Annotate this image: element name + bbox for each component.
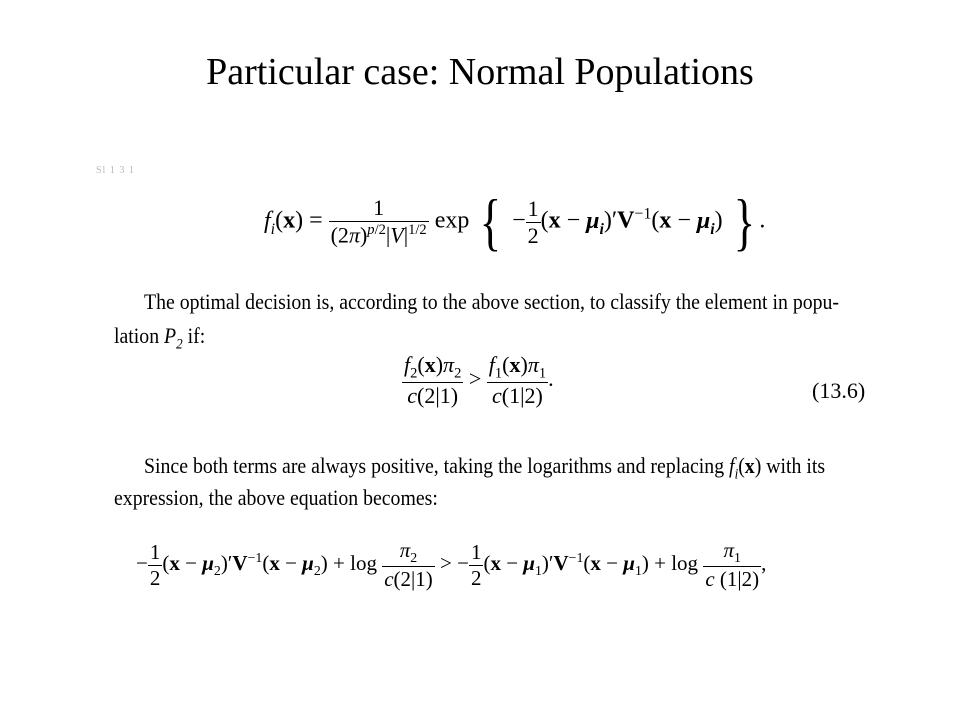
paragraph-fragment: lation — [114, 323, 165, 348]
paragraph-line: expression, the above equation becomes: — [114, 485, 438, 510]
paragraph-fragment: Since both terms are always positive, taking the logarithms and replacing — [144, 453, 730, 478]
paragraph-logarithms: Since both terms are always positive, taking the logarithms and replacing $f_i(x)$ with its — [144, 453, 826, 483]
paragraph-fragment: if: — [182, 323, 206, 348]
log-decision-equation: − $\frac{1}{2}$ $(x - \mu_2)'V^{-1}(x - \mu_2) + \log$ $\frac{\pi_2}{c(2|1)}$ > − $\frac{1}{2}$ $(x - \mu_1)'V^{-1}(x - \mu_1) + \log$ $\frac{\pi_1}{c (1|2)}$ , — [136, 538, 767, 592]
population-symbol: $P_2$ — [164, 323, 183, 353]
paragraph-optimal-decision — [144, 286, 839, 318]
paragraph-logarithms-line2 — [114, 482, 438, 514]
decision-rule-equation: $\frac{f_2(x)\pi_2}{c(2|1)}$ > $\frac{f_1(x)\pi_1}{c(1|2)}$ . — [404, 352, 554, 409]
paragraph-fragment: with its — [761, 453, 826, 478]
slide-title: Particular case: Normal Populations — [206, 51, 754, 93]
paragraph-optimal-decision-line2 — [114, 320, 205, 360]
density-symbol: $f_i$ — [729, 453, 739, 483]
paragraph-line: The optimal decision is, according to the above section, to classify the element in popu- — [144, 289, 840, 314]
normal-density-equation: $f_i(x)$ = $\frac{1}{(2\pi)^{p/2}|V|^{1/2}}$ exp { − $\frac{1}{2}$ $(x - \mu_i)'V^{-1}(x - \mu_i)$ } . — [264, 186, 766, 257]
equation-number: (13.6) — [812, 378, 866, 403]
faded-header-text: Sl 1 3 1 — [96, 165, 135, 176]
scanned-page-excerpt — [92, 160, 882, 630]
